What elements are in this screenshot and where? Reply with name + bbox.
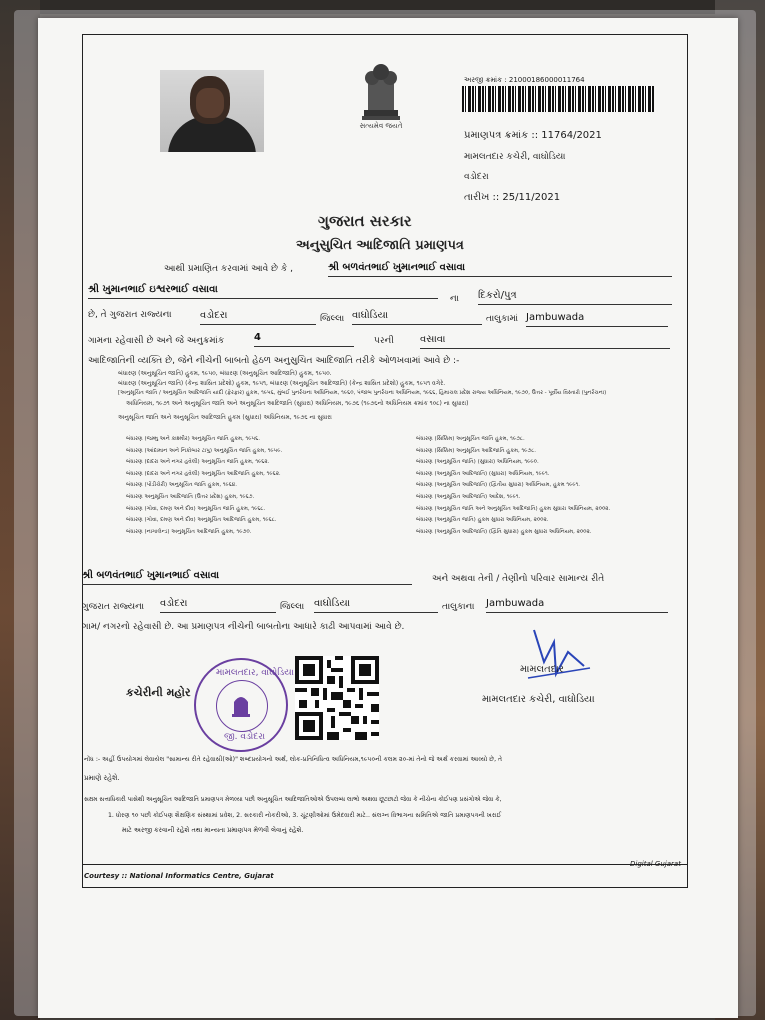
order-right-item: બંધારણ (સિક્કિમ) અનુસૂચિત આદિજાતિ હુકમ, ૧૯૭૮. (416, 447, 537, 454)
applicant-photo (160, 70, 264, 152)
note-line-4: 1. ધોરણ ૧૦ પછી કોઈપણ શૈક્ષણિક સંસ્થામાં પ્રવેશ, 2. સરકારી નોકરીઓ, 3. ચૂંટણીઓમાં ઉમેદવારી માટે.. સંલગ્ન વિભાગના સમિતિએ જાતિ પ્રમાણપત્રની ખરાઈ (108, 812, 502, 819)
relation: દિકરો/પુત્ર (478, 290, 672, 305)
father-name: શ્રી ખુમાનભાઈ ઇશ્વરભાઈ વસાવા (88, 284, 438, 299)
caste-label: પરની (374, 336, 394, 346)
order-right-item: બંધારણ (સિક્કિમ) અનુસૂચિત જાતિ હુકમ, ૧૯૭૮. (416, 436, 525, 442)
residence-district-label: જિલ્લા (280, 602, 305, 612)
village-name: Jambuwada (526, 312, 668, 327)
national-emblem-icon (354, 56, 408, 132)
residence-district: વડોદરા (160, 598, 276, 613)
order-right-item: બંધારણ (અનુસૂચિત આદિજાતિ) (દ્વિતિ સુધારા) હુકમ સુધારા અધિનિયમ, ૨૦૦૨. (416, 528, 592, 535)
note-line-1: નોંધ :- અહીં ઉપયોગમાં લેવાયેલ "સામાન્ય રીતે રહેવાસી(ઓ)" શબ્દપ્રયોગનો અર્થ, લોક-પ્રતિનિધિત્વ અધિનિયમ,૧૯૫૦ની કલમ ૨૦-માં તેનો જે અર્થ કરવામાં આવ્યો છે, તે (84, 756, 503, 763)
note-line-5: માટે અરજી કરવાની રહેશે તથા માન્યતા પ્રમાણપત્ર મેળવી લેવાનું રહેશે. (122, 826, 304, 834)
order-line-3: [અનુસૂચિત જાતિ / અનુસૂચિત આદિજાતિ યાદી (ફેરફાર) હુકમ, ૧૯૫૬, મુંબઈ પુનર્રચના અધિનિયમ, ૧૯૬૦, પંજાબ પુનર્રચના અધિનિયમ, ૧૯૬૬, હિમાચલ પ્રદેશ રાજ્ય અધિનિયમ, ૧૯૭૦, ઉત્તર - પૂર્વીય વિસ્તારો (પુનર્રચના) (118, 390, 607, 396)
order-left-item: બંધારણ (નાગાલેન્ડ) અનુસૂચિત આદિજાતિ હુકમ, ૧૯૭૦. (126, 528, 252, 535)
government-title: ગુજરાત સરકાર (318, 212, 412, 230)
order-left-item: બંધારણ (દાદરા અને નગર હવેલી) અનુસૂચિત આદિજાતિ હુકમ, ૧૯૬૨. (126, 470, 281, 477)
order-right-item: બંધારણ (અનુસૂચિત જાતિ અને અનુસૂચિત આદિજાતિ) હુકમ સુધારા અધિનિયમ, ૨૦૦૨. (416, 505, 611, 512)
courtesy-text: Courtesy :: National Informatics Centre, Gujarat (84, 872, 274, 880)
orders-left-column (126, 434, 282, 538)
relation-label: ના (450, 294, 459, 304)
signature-icon (524, 622, 594, 692)
resident-name: શ્રી બળવંતભાઈ ખુમાનભાઈ વસાવા (82, 570, 412, 585)
state-label: છે, તે ગુજરાત રાજ્યના (88, 310, 172, 320)
order-line-4: અધિનિયમ, ૧૯૭૧ અને અનુસૂચિત જાતિ અને અનુસૂચિત આદિજાતિ (સુધારા) અધિનિયમ, ૧૯૭૬ (૧૯૭૬નો અધિનિયમ ક્રમાંક ૧૦૮) ના સુધારા) (126, 400, 469, 407)
taluka-label: તાલુકામાં (486, 314, 519, 324)
family-text: અને અથવા તેની / તેણીનો પરિવાર સામાન્ય રીતે (432, 574, 605, 584)
application-number: અરજી ક્રમાંક : 21000186000011764 (464, 76, 585, 84)
office-seal (194, 658, 294, 752)
order-left-item: બંધારણ (આંદામાન અને નિકોબાર ટાપુ) અનુસૂચિત જાતિ હુકમ, ૧૯૫૯. (126, 447, 283, 454)
order-left-item: બંધારણ અનુસૂચિત આદિજાતિ (ઉત્તર પ્રદેશ) હુકમ, ૧૯૬૭. (126, 493, 255, 500)
village-label: ગામના રહેવાસી છે અને જે અનુક્રમાંક (88, 336, 225, 346)
emblem-caption: સત્યમેવ જયતે (359, 122, 403, 130)
order-right-item: બંધારણ (અનુસૂચિત આદિજાતિ) (સુધારા) અધિનિયમ, ૧૯૯૧. (416, 470, 550, 477)
certify-prefix: આથી પ્રમાણિત કરવામાં આવે છે કે , (164, 264, 293, 274)
seal-emblem-icon (230, 690, 252, 720)
issue-date: તારીખ :: 25/11/2021 (464, 192, 561, 203)
residence-state-label: ગુજરાત રાજ્યના (82, 602, 145, 612)
footer-divider (82, 864, 688, 865)
order-right-item: બંધારણ (અનુસૂચિત આદિજાતિ) (દ્વિતીય સુધારા) અધિનિયમ, હુકમ ૧૯૯૧. (416, 482, 581, 489)
barcode (462, 86, 654, 112)
signatory-office: મામલતદાર કચેરી, વાઘોડિયા (482, 694, 595, 705)
residence-closing: ગામ/ નગરનો રહેવાસી છે. આ પ્રમાણપત્ર નીચેની બાબતોના આધારે કાઢી આપવામાં આવે છે. (82, 622, 405, 632)
seal-top-text: મામલતદાર, વાઘોડિયા (216, 668, 294, 678)
serial-number: 4 (254, 332, 354, 347)
residence-village: Jambuwada (486, 598, 668, 613)
order-left-item: બંધારણ (પોંડીચેરી) અનુસૂચિત જાતિ હુકમ, ૧૯૬૪. (126, 482, 238, 489)
residence-taluka-label: તાલુકાના (442, 602, 475, 612)
issuing-office: મામલતદાર કચેરી, વાઘોડિયા (464, 152, 566, 162)
order-right-item: બંધારણ (અનુસૂચિત જાતિ) હુકમ સુધારા અધિનિયમ, ૨૦૦૨. (416, 517, 549, 524)
note-line-3: સક્ષમ સત્તાધિકારી પાસેથી અનુસૂચિત આદિજાતિ પ્રમાણપત્ર મેળવ્યા પછી અનુસૂચિત આદિજાતિઓએ ઉપલબ્ધ લાભો અથવા છૂટછાટો જેવા કે નીચેના કોઈપણ પ્રસંગોએ જેવા કે, (84, 796, 502, 803)
order-right-item: બંધારણ (અનુસૂચિત જાતિ) (સુધારા) અધિનિયમ, ૧૯૯૦. (416, 459, 539, 466)
order-line-2: બંધારણ (અનુસૂચિત જાતિ) (કેન્દ્ર શાસિત પ્રદેશો) હુકમ, ૧૯૫૧, બંધારણ (અનુસૂચિત આદિજાતિ) (કેન્દ્ર શાસિત પ્રદેશો) હુકમ, ૧૯૫૧ વગેરે. (118, 380, 446, 387)
certificate-number: પ્રમાણપત્ર ક્રમાંક :: 11764/2021 (464, 130, 602, 141)
office-seal-label: કચેરીની મહોર (126, 686, 191, 699)
order-left-item: બંધારણ (ગોવા, દમણ અને દીવ) અનુસૂચિત જાતિ હુકમ, ૧૯૬૮. (126, 505, 266, 512)
qr-code (295, 656, 379, 740)
taluka-name: વાઘોડિયા (352, 310, 482, 325)
order-line-5: અનુસૂચિત જાતિ અને અનુસૂચિત આદિજાતિ હુકમ (સુધારા) અધિનિયમ, ૧૯૭૬ ના સુધારા (118, 414, 332, 421)
order-line-1: બંધારણ (અનુસૂચિત જાતિ) હુકમ, ૧૯૫૦, બંધારણ (અનુસૂચિત આદિજાતિ) હુકમ, ૧૯૫૦. (118, 370, 332, 377)
order-left-item: બંધારણ (ગોવા, દમણ અને દીવ) અનુસૂચિત આદિજાતિ હુકમ, ૧૯૬૮. (126, 517, 277, 524)
district-label: જિલ્લા (320, 314, 345, 324)
order-left-item: બંધારણ (દાદરા અને નગર હવેલી) અનુસૂચિત જાતિ હુકમ, ૧૯૬૨. (126, 459, 270, 466)
order-left-item: બંધારણ (જમ્મુ અને કાશ્મીર) અનુસૂચિત જાતિ હુકમ, ૧૯૫૬. (126, 436, 260, 442)
applicant-name: શ્રી બળવંતભાઈ ખુમાનભાઈ વસાવા (328, 262, 672, 277)
certificate-paper (38, 18, 738, 1018)
order-right-item: બંધારણ (અનુસૂચિત આદિજાતિ) આદેશ, ૧૯૯૧. (416, 493, 521, 500)
orders-right-column (416, 434, 610, 538)
residence-taluka: વાઘોડિયા (314, 598, 438, 613)
signatory-title: મામલતદાર (520, 664, 564, 675)
tribe-statement: આદિજાતિની વ્યક્તિ છે, જેને નીચેની બાબતો હેઠળ અનુસુચિત આદિજાતિ તરીકે ઓળખવામાં આવે છે :- (88, 356, 460, 366)
caste-name: વસાવા (420, 334, 670, 349)
digital-gujarat-brand: Digital Gujarat (630, 860, 681, 868)
note-line-2: પ્રમાણે રહેશે. (84, 774, 120, 782)
district-name: વડોદરા (200, 310, 316, 325)
issuing-district: વડોદરા (464, 172, 489, 182)
certificate-title: અનુસુચિત આદિજાતિ પ્રમાણપત્ર (296, 238, 464, 253)
seal-bottom-text: જી. વડોદરા (224, 732, 266, 742)
